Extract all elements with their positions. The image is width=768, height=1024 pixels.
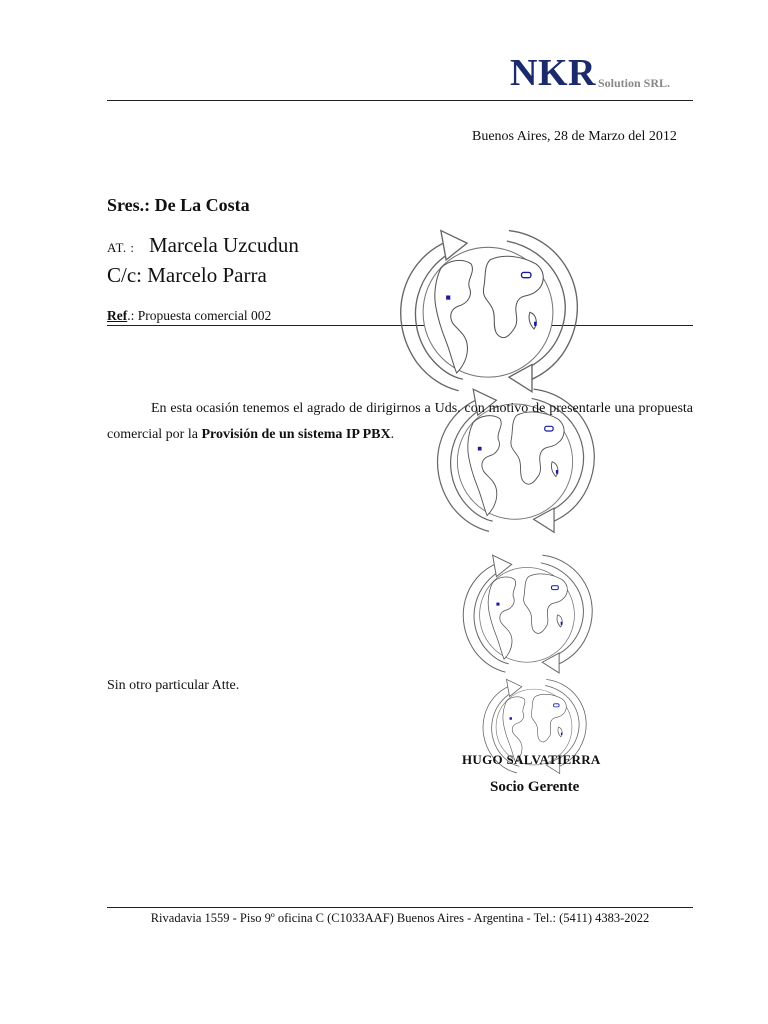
signer-title: Socio Gerente	[490, 779, 580, 795]
body-paragraph	[107, 396, 693, 448]
date-line: Buenos Aires, 28 de Marzo del 2012	[472, 129, 677, 144]
reference-line	[107, 308, 271, 324]
globe-arrows-watermark-1	[378, 218, 598, 396]
signer-name: HUGO SALVATIERRA	[462, 752, 601, 767]
footer-divider	[107, 907, 693, 908]
body-text-before: En esta ocasión tenemos el agrado de dirigirnos a Uds. con motivo de presentarle una propuesta comercial por la	[107, 401, 693, 442]
cc-label: C/c:	[107, 263, 142, 287]
cc-value: Marcelo Parra	[147, 263, 267, 287]
globe-arrows-watermark-3	[447, 546, 607, 676]
sres-value: De La Costa	[154, 195, 250, 215]
recipient-sres	[107, 195, 250, 216]
sres-label: Sres.:	[107, 195, 151, 215]
ref-label: Ref	[107, 308, 128, 323]
at-label: AT. :	[107, 240, 135, 255]
body-highlight: Provisión de un sistema IP PBX	[201, 427, 391, 442]
closing-line: Sin otro particular Atte.	[107, 678, 240, 693]
at-value: Marcela Uzcudun	[149, 233, 299, 257]
ref-text: .: Propuesta comercial 002	[127, 308, 272, 323]
header-divider	[107, 100, 693, 101]
brand-company-suffix: Solution SRL.	[598, 76, 671, 90]
body-text-after: .	[390, 427, 395, 442]
brand-logo-nkr: NKR	[510, 52, 596, 94]
recipient-cc	[107, 263, 267, 288]
footer-address: Rivadavia 1559 - Piso 9º oficina C (C1033AAF) Buenos Aires - Argentina - Tel.: (5411) 4383-2022	[150, 911, 650, 925]
